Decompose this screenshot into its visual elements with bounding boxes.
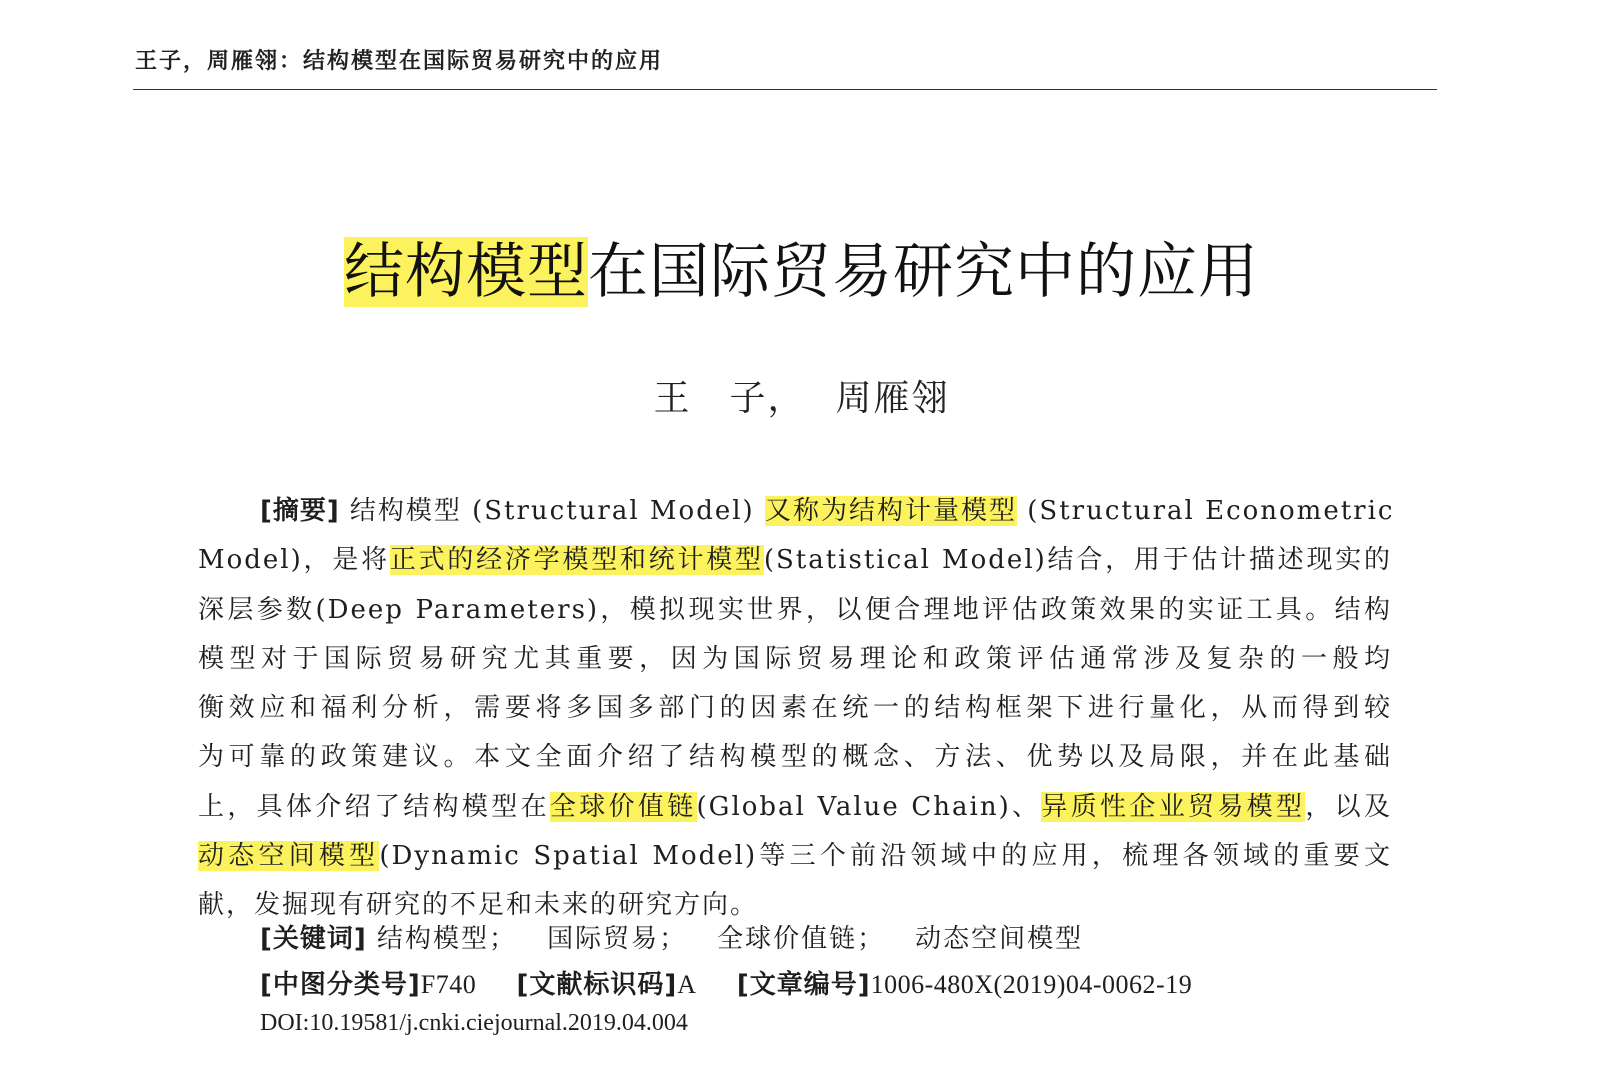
paper-title [0,232,1603,312]
highlighted-phrase: 动态空间模型 [198,841,380,872]
article-number-label: [文章编号] [736,970,871,1000]
keywords-label: [关键词] [260,924,367,954]
title-highlight: 结构模型 [344,237,588,307]
abstract-text: (Global Value Chain)、 [696,791,1042,822]
doi: DOI:10.19581/j.cnki.ciejournal.2019.04.004 [260,1010,688,1036]
highlighted-phrase: 异质性企业贸易模型 [1041,791,1306,822]
article-number-value: 1006-480X(2019)04-0062-19 [870,970,1193,999]
abstract-text: ，以及 [1305,791,1392,822]
keyword: 国际贸易； [547,924,688,954]
abstract-line [198,536,1392,585]
doc-code-label: [文献标识码] [516,970,678,1000]
abstract-text: 衡效应和福利分析，需要将多国多部门的因素在统一的结构框架下进行量化，从而得到较 [198,693,1392,724]
abstract-text: 献，发掘现有研究的不足和未来的研究方向。 [198,890,759,921]
clc-value: F740 [420,970,477,999]
abstract-text: Model)，是将 [198,545,390,576]
highlighted-phrase: 又称为结构计量模型 [764,496,1017,526]
abstract-text: 模型对于国际贸易研究尤其重要，因为国际贸易理论和政策评估通常涉及复杂的一般均 [198,643,1392,674]
abstract-text: (Structural Econometric [1016,496,1395,526]
author-second: 周雁翎 [835,378,950,419]
authors [0,370,1603,421]
abstract-text: (Dynamic Spatial Model)等三个前沿领域中的应用，梳理各领域的重要文 [379,841,1392,872]
classification-line [260,964,1192,1001]
clc-label: [中图分类号] [260,970,421,1000]
abstract-text: 深层参数(Deep Parameters)，模拟现实世界，以便合理地评估政策效果的实证工具。结构 [198,594,1392,625]
abstract [198,487,1395,931]
keywords [260,918,1113,955]
keywords-list [377,924,1113,954]
abstract-line [198,586,1392,635]
abstract-line [198,487,1395,536]
author-separator: ， [767,378,806,419]
abstract-label: [摘要] [260,496,350,526]
author-first: 王 子 [653,378,768,419]
abstract-line [198,733,1392,782]
title-rest: 在国际贸易研究中的应用 [588,237,1259,307]
abstract-line [198,684,1392,733]
keyword: 全球价值链； [717,924,886,954]
header-rule [133,89,1437,90]
abstract-text: 结构模型 (Structural Model) [349,496,765,526]
keyword: 动态空间模型 [915,924,1084,954]
abstract-line [198,783,1392,832]
running-header: 王子，周雁翎：结构模型在国际贸易研究中的应用 [135,49,664,74]
highlighted-phrase: 正式的经济学模型和统计模型 [389,545,764,576]
highlighted-phrase: 全球价值链 [549,791,697,822]
doc-code-value: A [677,970,697,999]
abstract-text: 上，具体介绍了结构模型在 [198,791,550,822]
abstract-line [198,832,1392,881]
abstract-text: (Statistical Model)结合，用于估计描述现实的 [763,545,1392,576]
keyword: 结构模型； [377,924,518,954]
abstract-line [198,635,1392,684]
abstract-text: 为可靠的政策建议。本文全面介绍了结构模型的概念、方法、优势以及局限，并在此基础 [198,742,1392,773]
